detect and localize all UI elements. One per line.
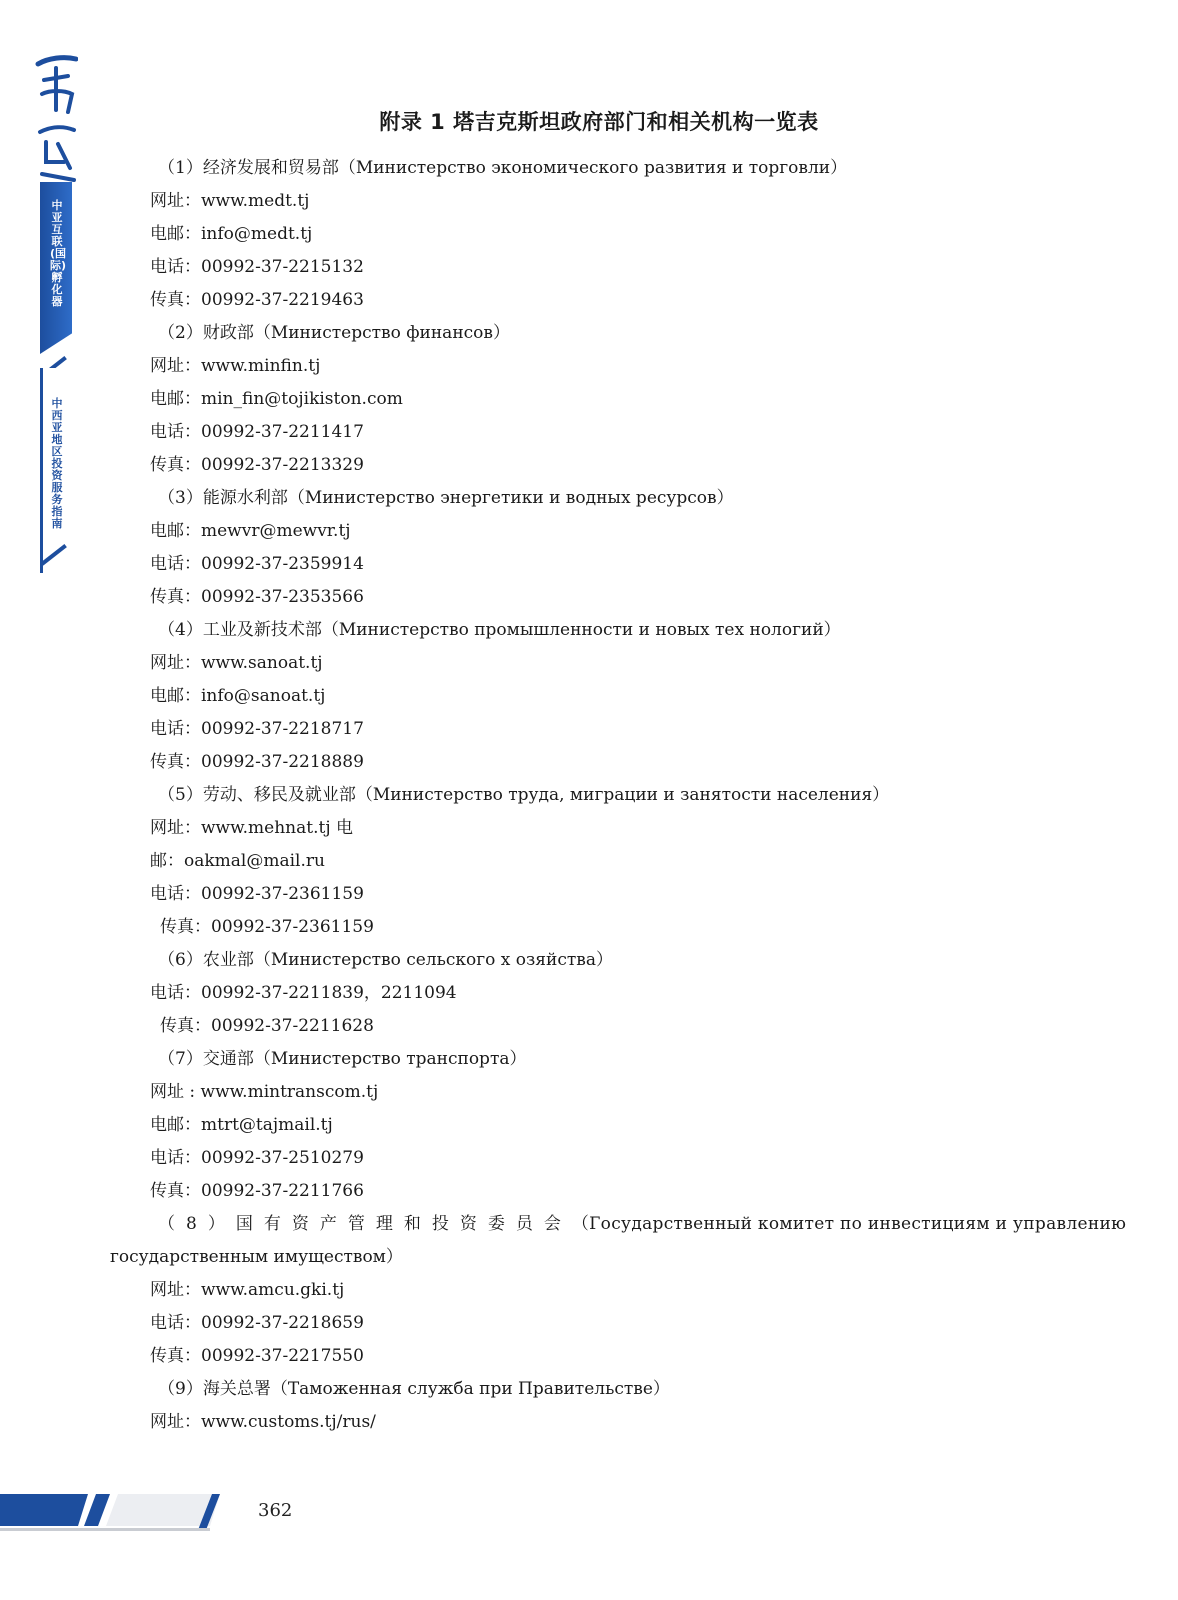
contact-phone: 电话：00992-37-2218659 xyxy=(150,1313,364,1333)
contact-website: 网址 : www.mintranscom.tj xyxy=(150,1082,379,1102)
page-title: 附录 1 塔吉克斯坦政府部门和相关机构一览表 xyxy=(379,110,819,134)
agency-heading-7: （7）交通部（Министерство транспорта） xyxy=(158,1049,527,1069)
contact-website: 网址：www.medt.tj xyxy=(150,191,310,211)
agency-list xyxy=(110,152,1127,1439)
agency-heading-9: （9）海关总署（Таможенная служба при Правительстве） xyxy=(158,1379,670,1399)
contact-email: 邮：oakmal@mail.ru xyxy=(150,851,325,871)
contact-fax: 传真：00992-37-2218889 xyxy=(150,752,364,772)
contact-website: 网址：www.customs.tj/rus/ xyxy=(150,1412,376,1432)
contact-website: 网址：www.sanoat.tj xyxy=(150,653,323,673)
contact-phone: 电话：00992-37-2361159 xyxy=(150,884,364,904)
agency-heading-1: （1）经济发展和贸易部（Министерство экономического развития и торговли） xyxy=(158,158,848,178)
contact-email: 电邮：info@sanoat.tj xyxy=(150,686,326,706)
agency-heading-5: （5）劳动、移民及就业部（Министерство труда, миграции и занятости населения） xyxy=(158,785,890,805)
contact-email: 电邮：info@medt.tj xyxy=(150,224,313,244)
contact-fax: 传真：00992-37-2353566 xyxy=(150,587,364,607)
contact-phone: 电话：00992-37-2510279 xyxy=(150,1148,364,1168)
contact-fax: 传真：00992-37-2361159 xyxy=(160,917,374,937)
contact-phone: 电话：00992-37-2211417 xyxy=(150,422,364,442)
agency-heading-2: （2）财政部（Министерство финансов） xyxy=(158,323,510,343)
contact-fax: 传真：00992-37-2219463 xyxy=(150,290,364,310)
contact-fax: 传真：00992-37-2211628 xyxy=(160,1016,374,1036)
contact-email: 电邮：mewvr@mewvr.tj xyxy=(150,521,351,541)
contact-fax: 传真：00992-37-2211766 xyxy=(150,1181,364,1201)
contact-phone: 电话：00992-37-2359914 xyxy=(150,554,364,574)
page-number: 362 xyxy=(258,1500,293,1521)
agency-heading-3: （3）能源水利部（Министерство энергетики и водных ресурсов） xyxy=(158,488,734,508)
agency-heading-8 xyxy=(110,1208,1127,1241)
footer-stripes xyxy=(0,1490,300,1540)
contact-email: 电邮：mtrt@tajmail.tj xyxy=(150,1115,333,1135)
agency-heading-4: （4）工业及新技术部（Министерство промышленности и новых тех нологий） xyxy=(158,620,841,640)
agency-heading-8-cn: （8）国有资产管理和投资委员会 xyxy=(158,1214,572,1234)
contact-fax: 传真：00992-37-2217550 xyxy=(150,1346,364,1366)
contact-phone: 电话：00992-37-2211839，2211094 xyxy=(150,983,457,1003)
contact-phone: 电话：00992-37-2218717 xyxy=(150,719,364,739)
sidebar-label-guide: 中西亚地区投资服务指南 xyxy=(51,397,63,530)
agency-heading-8-ru: （Государственный комитет по инвестициям и управлению xyxy=(571,1214,1127,1234)
sidebar-label-incubator: 中亚互联(国际)孵化器 xyxy=(50,199,67,308)
agency-heading-6: （6）农业部（Министерство сельского х озяйства） xyxy=(158,950,613,970)
contact-email: 电邮：min_fin@tojikiston.com xyxy=(150,389,403,409)
contact-fax: 传真：00992-37-2213329 xyxy=(150,455,364,475)
contact-website: 网址：www.amcu.gki.tj xyxy=(150,1280,345,1300)
contact-website: 网址：www.mehnat.tj 电 xyxy=(150,818,353,838)
contact-phone: 电话：00992-37-2215132 xyxy=(150,257,364,277)
agency-heading-8-continued: государственным имуществом） xyxy=(110,1247,403,1267)
contact-website: 网址：www.minfin.tj xyxy=(150,356,321,376)
